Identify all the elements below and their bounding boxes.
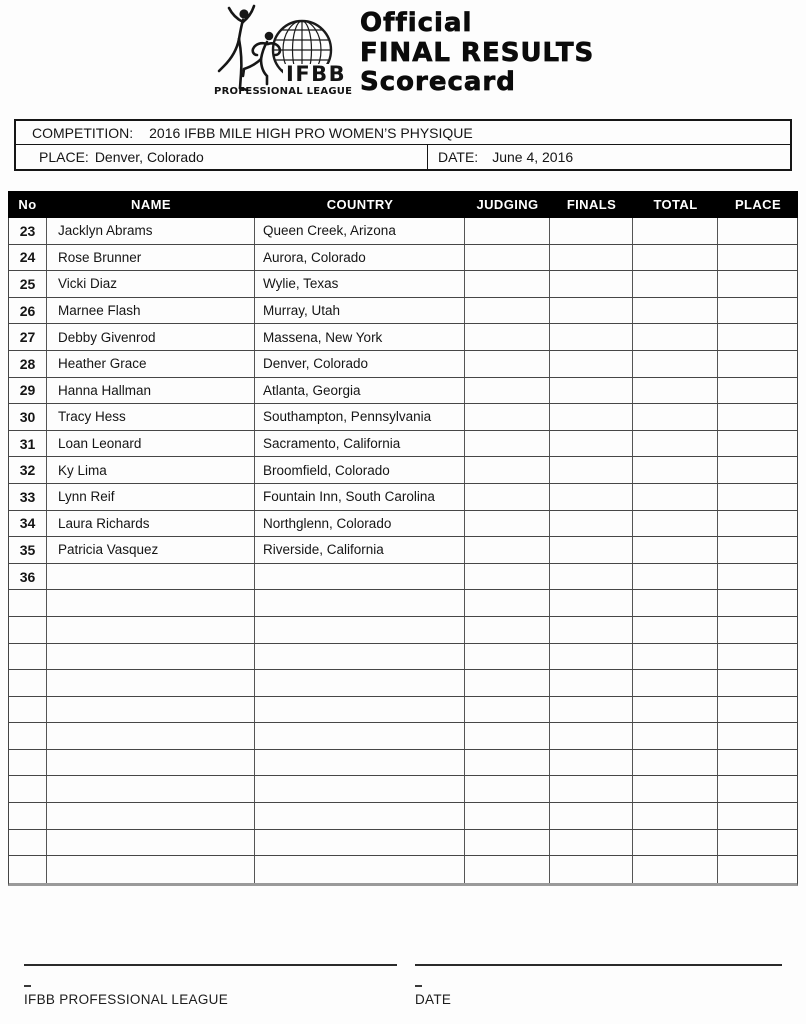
no-cell: 24 bbox=[9, 245, 47, 271]
country-cell: Sacramento, California bbox=[255, 431, 465, 457]
table-row bbox=[9, 856, 797, 883]
total-cell bbox=[633, 484, 718, 510]
table-row bbox=[9, 644, 797, 671]
judging-cell bbox=[465, 404, 550, 430]
header-cell-name: NAME bbox=[131, 197, 171, 212]
logo-subtitle-text: PROFESSIONAL LEAGUE bbox=[214, 86, 352, 97]
place-date-row bbox=[16, 145, 790, 169]
judging-cell bbox=[465, 803, 550, 829]
date-cell bbox=[428, 145, 790, 169]
name-cell: Debby Givenrod bbox=[47, 324, 255, 350]
judging-cell bbox=[465, 644, 550, 670]
name-cell bbox=[47, 617, 255, 643]
country-cell bbox=[255, 830, 465, 856]
finals-cell bbox=[550, 617, 633, 643]
judging-cell bbox=[465, 431, 550, 457]
total-cell bbox=[633, 298, 718, 324]
total-cell bbox=[633, 830, 718, 856]
place-score-cell bbox=[718, 750, 797, 776]
judging-cell bbox=[465, 218, 550, 244]
finals-cell bbox=[550, 776, 633, 802]
country-cell bbox=[255, 750, 465, 776]
table-row bbox=[9, 218, 797, 245]
country-cell bbox=[255, 723, 465, 749]
name-cell bbox=[47, 697, 255, 723]
name-cell bbox=[47, 564, 255, 590]
no-cell: 27 bbox=[9, 324, 47, 350]
name-cell: Tracy Hess bbox=[47, 404, 255, 430]
no-cell bbox=[9, 830, 47, 856]
name-cell: Vicki Diaz bbox=[47, 271, 255, 297]
footer-right-label: DATE bbox=[415, 992, 452, 1007]
finals-cell bbox=[550, 803, 633, 829]
country-cell bbox=[255, 617, 465, 643]
date-value: June 4, 2016 bbox=[492, 149, 574, 165]
total-cell bbox=[633, 404, 718, 430]
place-score-cell bbox=[718, 830, 797, 856]
table-body bbox=[8, 218, 798, 886]
name-cell bbox=[47, 723, 255, 749]
table-row bbox=[9, 617, 797, 644]
finals-cell bbox=[550, 697, 633, 723]
name-cell: Jacklyn Abrams bbox=[47, 218, 255, 244]
name-cell: Marnee Flash bbox=[47, 298, 255, 324]
no-cell: 35 bbox=[9, 537, 47, 563]
country-cell bbox=[255, 670, 465, 696]
country-cell bbox=[255, 776, 465, 802]
no-cell: 32 bbox=[9, 457, 47, 483]
total-cell bbox=[633, 670, 718, 696]
no-cell: 25 bbox=[9, 271, 47, 297]
table-row bbox=[9, 564, 797, 591]
place-score-cell bbox=[718, 803, 797, 829]
total-cell bbox=[633, 511, 718, 537]
finals-cell bbox=[550, 856, 633, 883]
total-cell bbox=[633, 564, 718, 590]
name-cell bbox=[47, 830, 255, 856]
table-row bbox=[9, 378, 797, 405]
page-title bbox=[360, 9, 594, 98]
place-score-cell bbox=[718, 856, 797, 883]
place-value: Denver, Colorado bbox=[94, 149, 204, 165]
judging-cell bbox=[465, 537, 550, 563]
name-cell bbox=[47, 803, 255, 829]
no-cell: 26 bbox=[9, 298, 47, 324]
country-cell bbox=[255, 697, 465, 723]
finals-cell bbox=[550, 644, 633, 670]
header-cell-finals: FINALS bbox=[566, 197, 617, 212]
judging-cell bbox=[465, 324, 550, 350]
judging-cell bbox=[465, 670, 550, 696]
header-cell-country: COUNTRY bbox=[326, 197, 394, 212]
table-row bbox=[9, 298, 797, 325]
total-cell bbox=[633, 431, 718, 457]
name-cell: Ky Lima bbox=[47, 457, 255, 483]
competition-label: COMPETITION: bbox=[32, 124, 134, 141]
signature-dash-right bbox=[415, 985, 422, 987]
judging-cell bbox=[465, 750, 550, 776]
title-line-1: Official bbox=[360, 8, 473, 38]
name-cell bbox=[47, 776, 255, 802]
judging-cell bbox=[465, 776, 550, 802]
finals-cell bbox=[550, 324, 633, 350]
country-cell: Atlanta, Georgia bbox=[255, 378, 465, 404]
place-score-cell bbox=[718, 644, 797, 670]
judging-cell bbox=[465, 697, 550, 723]
competition-value: 2016 IFBB MILE HIGH PRO WOMEN’S PHYSIQUE bbox=[149, 124, 473, 141]
place-score-cell bbox=[718, 457, 797, 483]
signature-dash-left bbox=[24, 985, 31, 987]
no-cell: 31 bbox=[9, 431, 47, 457]
no-cell bbox=[9, 644, 47, 670]
judging-cell bbox=[465, 511, 550, 537]
no-cell: 29 bbox=[9, 378, 47, 404]
name-cell: Loan Leonard bbox=[47, 431, 255, 457]
place-score-cell bbox=[718, 298, 797, 324]
no-cell: 36 bbox=[9, 564, 47, 590]
table-row bbox=[9, 750, 797, 777]
table-row bbox=[9, 484, 797, 511]
finals-cell bbox=[550, 830, 633, 856]
country-cell: Southampton, Pennsylvania bbox=[255, 404, 465, 430]
place-score-cell bbox=[718, 218, 797, 244]
total-cell bbox=[633, 590, 718, 616]
name-cell: Laura Richards bbox=[47, 511, 255, 537]
finals-cell bbox=[550, 750, 633, 776]
place-cell bbox=[16, 145, 428, 169]
title-line-3: Scorecard bbox=[360, 67, 516, 97]
judging-cell bbox=[465, 856, 550, 883]
judging-cell bbox=[465, 617, 550, 643]
total-cell bbox=[633, 457, 718, 483]
finals-cell bbox=[550, 298, 633, 324]
table-row bbox=[9, 351, 797, 378]
name-cell bbox=[47, 856, 255, 883]
judging-cell bbox=[465, 484, 550, 510]
logo-ifbb-text: IFBB bbox=[286, 62, 347, 86]
total-cell bbox=[633, 378, 718, 404]
judging-cell bbox=[465, 564, 550, 590]
ifbb-logo-graphic bbox=[183, 0, 355, 104]
place-score-cell bbox=[718, 324, 797, 350]
no-cell bbox=[9, 590, 47, 616]
no-cell bbox=[9, 750, 47, 776]
name-cell bbox=[47, 644, 255, 670]
table-row bbox=[9, 271, 797, 298]
no-cell bbox=[9, 697, 47, 723]
judging-cell bbox=[465, 457, 550, 483]
place-score-cell bbox=[718, 723, 797, 749]
table-row bbox=[9, 511, 797, 538]
country-cell bbox=[255, 644, 465, 670]
judging-cell bbox=[465, 723, 550, 749]
name-cell bbox=[47, 750, 255, 776]
country-cell bbox=[255, 564, 465, 590]
no-cell bbox=[9, 617, 47, 643]
table-row bbox=[9, 776, 797, 803]
country-cell: Aurora, Colorado bbox=[255, 245, 465, 271]
finals-cell bbox=[550, 511, 633, 537]
name-cell: Rose Brunner bbox=[47, 245, 255, 271]
total-cell bbox=[633, 750, 718, 776]
country-cell bbox=[255, 803, 465, 829]
header-cell-place: PLACE bbox=[734, 197, 782, 212]
no-cell: 23 bbox=[9, 218, 47, 244]
table-row bbox=[9, 431, 797, 458]
signature-line-right bbox=[415, 964, 782, 966]
country-cell bbox=[255, 856, 465, 883]
finals-cell bbox=[550, 670, 633, 696]
header-cell-no: No bbox=[18, 197, 37, 212]
name-cell: Patricia Vasquez bbox=[47, 537, 255, 563]
header-cell-judging: JUDGING bbox=[476, 197, 539, 212]
place-score-cell bbox=[718, 351, 797, 377]
table-row bbox=[9, 457, 797, 484]
place-score-cell bbox=[718, 511, 797, 537]
judging-cell bbox=[465, 590, 550, 616]
country-cell: Murray, Utah bbox=[255, 298, 465, 324]
table-row bbox=[9, 830, 797, 857]
country-cell: Fountain Inn, South Carolina bbox=[255, 484, 465, 510]
finals-cell bbox=[550, 404, 633, 430]
ifbb-logo bbox=[183, 0, 355, 104]
finals-cell bbox=[550, 590, 633, 616]
total-cell bbox=[633, 271, 718, 297]
athletes-icon bbox=[219, 6, 280, 90]
no-cell bbox=[9, 803, 47, 829]
finals-cell bbox=[550, 723, 633, 749]
no-cell bbox=[9, 670, 47, 696]
header-cell-total: TOTAL bbox=[653, 197, 698, 212]
total-cell bbox=[633, 723, 718, 749]
place-score-cell bbox=[718, 670, 797, 696]
finals-cell bbox=[550, 484, 633, 510]
title-line-2: FINAL RESULTS bbox=[360, 37, 595, 68]
place-label: PLACE: bbox=[39, 149, 89, 165]
date-label: DATE: bbox=[438, 149, 479, 165]
results-table bbox=[8, 191, 798, 886]
name-cell bbox=[47, 670, 255, 696]
place-score-cell bbox=[718, 378, 797, 404]
table-row bbox=[9, 324, 797, 351]
country-cell: Riverside, California bbox=[255, 537, 465, 563]
judging-cell bbox=[465, 245, 550, 271]
total-cell bbox=[633, 856, 718, 883]
signature-line-left bbox=[24, 964, 397, 966]
name-cell bbox=[47, 590, 255, 616]
no-cell bbox=[9, 723, 47, 749]
table-header bbox=[8, 191, 798, 218]
athlete-head bbox=[265, 32, 274, 41]
total-cell bbox=[633, 324, 718, 350]
judging-cell bbox=[465, 830, 550, 856]
table-row bbox=[9, 590, 797, 617]
total-cell bbox=[633, 697, 718, 723]
footer-left-label: IFBB PROFESSIONAL LEAGUE bbox=[24, 992, 229, 1007]
table-row bbox=[9, 670, 797, 697]
finals-cell bbox=[550, 245, 633, 271]
total-cell bbox=[633, 617, 718, 643]
table-row bbox=[9, 245, 797, 272]
place-score-cell bbox=[718, 590, 797, 616]
finals-cell bbox=[550, 271, 633, 297]
total-cell bbox=[633, 218, 718, 244]
place-score-cell bbox=[718, 484, 797, 510]
total-cell bbox=[633, 351, 718, 377]
country-cell: Massena, New York bbox=[255, 324, 465, 350]
finals-cell bbox=[550, 378, 633, 404]
no-cell: 30 bbox=[9, 404, 47, 430]
country-cell: Queen Creek, Arizona bbox=[255, 218, 465, 244]
finals-cell bbox=[550, 431, 633, 457]
judging-cell bbox=[465, 298, 550, 324]
finals-cell bbox=[550, 564, 633, 590]
name-cell: Heather Grace bbox=[47, 351, 255, 377]
place-score-cell bbox=[718, 697, 797, 723]
name-cell: Lynn Reif bbox=[47, 484, 255, 510]
total-cell bbox=[633, 803, 718, 829]
name-cell: Hanna Hallman bbox=[47, 378, 255, 404]
total-cell bbox=[633, 537, 718, 563]
competition-row bbox=[16, 121, 790, 145]
no-cell: 34 bbox=[9, 511, 47, 537]
total-cell bbox=[633, 776, 718, 802]
place-score-cell bbox=[718, 271, 797, 297]
no-cell bbox=[9, 776, 47, 802]
no-cell: 33 bbox=[9, 484, 47, 510]
table-row bbox=[9, 803, 797, 830]
table-row bbox=[9, 537, 797, 564]
table-row bbox=[9, 723, 797, 750]
place-score-cell bbox=[718, 431, 797, 457]
table-row bbox=[9, 697, 797, 724]
no-cell: 28 bbox=[9, 351, 47, 377]
place-score-cell bbox=[718, 245, 797, 271]
judging-cell bbox=[465, 271, 550, 297]
total-cell bbox=[633, 644, 718, 670]
judging-cell bbox=[465, 378, 550, 404]
country-cell bbox=[255, 590, 465, 616]
finals-cell bbox=[550, 457, 633, 483]
country-cell: Denver, Colorado bbox=[255, 351, 465, 377]
table-row bbox=[9, 404, 797, 431]
finals-cell bbox=[550, 351, 633, 377]
country-cell: Wylie, Texas bbox=[255, 271, 465, 297]
place-score-cell bbox=[718, 564, 797, 590]
competition-info-box bbox=[14, 119, 792, 171]
finals-cell bbox=[550, 537, 633, 563]
place-score-cell bbox=[718, 404, 797, 430]
no-cell bbox=[9, 856, 47, 883]
place-score-cell bbox=[718, 776, 797, 802]
finals-cell bbox=[550, 218, 633, 244]
total-cell bbox=[633, 245, 718, 271]
place-score-cell bbox=[718, 617, 797, 643]
country-cell: Northglenn, Colorado bbox=[255, 511, 465, 537]
place-score-cell bbox=[718, 537, 797, 563]
country-cell: Broomfield, Colorado bbox=[255, 457, 465, 483]
judging-cell bbox=[465, 351, 550, 377]
athlete-head bbox=[239, 9, 248, 18]
